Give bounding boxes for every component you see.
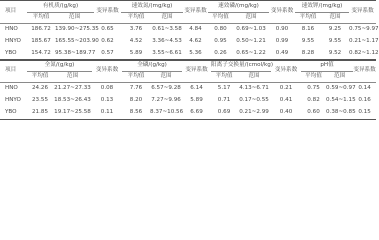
subheader-range: 范围: [248, 73, 260, 80]
table-cell: 0.17~0.55: [239, 97, 269, 104]
table-cell: 3.36~4.53: [152, 38, 182, 45]
stat-header: 变异系数: [94, 1, 121, 24]
table-cell: 0.69~1.03: [233, 24, 269, 37]
group-header: 速效磷/(mg/kg): [208, 1, 269, 13]
table-cell: 9.55: [301, 38, 315, 45]
subheader-mean: 平均值: [127, 73, 145, 80]
table-cell: 0.50~1.21: [236, 38, 266, 45]
table-cell: 0.26: [208, 48, 233, 61]
table-cell: 0.61~3.58: [151, 24, 183, 37]
table-cell: 7.76: [122, 83, 150, 96]
table-cell: 0.08: [92, 83, 122, 96]
table-cell: 165.55~203.90: [55, 38, 99, 45]
table-cell: 3.76: [121, 24, 151, 37]
table-row: [0, 107, 376, 120]
table-cell: 0.11: [92, 107, 122, 120]
table-cell: 0.71: [217, 97, 231, 104]
table-cell: 0.49: [269, 48, 295, 61]
subheader-range: 范围: [68, 14, 81, 21]
table-cell: 0.69: [211, 107, 237, 120]
table-cell: 8.20: [129, 97, 143, 104]
group-header: 有机质/(g/kg): [27, 1, 94, 13]
table-cell: 0.38~0.85: [326, 107, 353, 120]
table-cell: 8.28: [295, 48, 321, 61]
subheader-range: 范围: [329, 14, 341, 21]
table-cell: 9.55: [328, 38, 342, 45]
table-cell: 0.57: [94, 48, 121, 61]
subheader-mean: 平均值: [305, 73, 322, 80]
table-cell: 4.52: [129, 38, 143, 45]
row-label: HNO: [0, 24, 27, 37]
subheader-mean: 平均值: [215, 73, 233, 80]
table-cell: 0.62: [101, 38, 114, 45]
table-cell: 0.82~1.12: [349, 48, 376, 61]
table-cell: 0.80: [208, 24, 233, 37]
table-row: [0, 24, 376, 37]
table-cell: 19.17~25.58: [53, 107, 92, 120]
data-table-figure: [0, 0, 379, 118]
stat-header: 变异系数: [349, 1, 376, 24]
stat-header: 变异系数: [271, 60, 301, 83]
table-cell: 5.36: [183, 48, 208, 61]
subheader-range: 范围: [161, 14, 173, 21]
table-row: [0, 36, 376, 48]
group-header: 速效氮/(mg/kg): [121, 1, 183, 13]
table-cell: 3.55~6.61: [151, 48, 183, 61]
table-cell: 8.37~10.56: [150, 107, 182, 120]
table-cell: 0.14: [353, 83, 376, 96]
table-cell: 6.69: [182, 107, 211, 120]
subheader-range: 范围: [245, 14, 257, 21]
table-cell: 0.21: [271, 83, 301, 96]
table-cell: 23.55: [31, 97, 48, 104]
group-header: 全磷/(g/kg): [122, 60, 182, 72]
table-cell: 0.60: [301, 107, 326, 120]
subheader-range: 范围: [333, 73, 346, 80]
table-cell: 5.17: [211, 83, 237, 96]
table-cell: 4.84: [183, 24, 208, 37]
stat-header: 变异系数: [269, 1, 295, 24]
table-cell: 9.25: [321, 24, 349, 37]
row-label: YBO: [0, 107, 27, 120]
table-cell: 154.72: [27, 48, 55, 61]
table-cell: 6.57~9.28: [150, 83, 182, 96]
stat-header: 变异系数: [183, 1, 208, 24]
table-cell: 8.56: [122, 107, 150, 120]
table-cell: 0.21~1.17: [349, 38, 379, 45]
table-cell: 0.90: [269, 24, 295, 37]
table-cell: 0.99: [275, 38, 289, 45]
stat-header: 变异系数: [92, 60, 122, 83]
group-header: 速效钾/(mg/kg): [295, 1, 349, 13]
table-row: [0, 83, 376, 96]
row-label: HNO: [0, 83, 27, 96]
table-row: [0, 95, 376, 107]
table-cell: 0.75: [301, 83, 326, 96]
table-cell: 0.41: [279, 97, 293, 104]
subheader-mean: 平均值: [32, 14, 50, 21]
table-cell: 0.59~0.97: [326, 83, 353, 96]
table-cell: 139.90~275.35: [55, 24, 94, 37]
table-cell: 0.54~1.15: [326, 97, 356, 104]
table-cell: 95.38~189.77: [55, 48, 94, 61]
table-cell: 0.95: [214, 38, 227, 45]
table-cell: 4.13~6.71: [237, 83, 271, 96]
table-cell: 0.15: [353, 107, 376, 120]
subheader-range: 范围: [66, 73, 79, 80]
table-cell: 7.27~9.96: [151, 97, 181, 104]
stat-header: 变异系数: [353, 60, 376, 83]
table-cell: 0.65~1.22: [233, 48, 269, 61]
group-header: pH值: [301, 60, 353, 72]
row-label: HNYO: [5, 97, 21, 104]
table-header-row: [0, 60, 376, 72]
corner-label: 项目: [0, 1, 27, 24]
table-cell: 24.26: [27, 83, 53, 96]
corner-label: 项目: [0, 60, 27, 83]
subheader-mean: 平均值: [31, 73, 49, 80]
row-label: HNYO: [5, 38, 21, 45]
table-cell: 0.13: [100, 97, 114, 104]
group-header: 全氮/(g/kg): [27, 60, 92, 72]
table-cell: 6.14: [182, 83, 211, 96]
table-cell: 18.53~26.43: [54, 97, 91, 104]
table-cell: 186.72: [27, 24, 55, 37]
table-cell: 0.21~2.99: [237, 107, 271, 120]
soil-stats-table-bottom: [0, 59, 376, 120]
table-cell: 4.62: [189, 38, 202, 45]
table-cell: 8.16: [295, 24, 321, 37]
table-cell: 0.82: [307, 97, 320, 104]
table-cell: 5.89: [190, 97, 203, 104]
subheader-mean: 平均值: [299, 14, 317, 21]
stat-header: 变异系数: [182, 60, 211, 83]
table-cell: 9.52: [321, 48, 349, 61]
row-label: YBO: [0, 48, 27, 61]
table-cell: 21.85: [27, 107, 53, 120]
soil-stats-table-top: [0, 0, 379, 61]
table-cell: 0.16: [358, 97, 371, 104]
table-cell: 21.27~27.33: [53, 83, 92, 96]
group-header: 阳离子交换量/(cmol/kg): [211, 60, 271, 72]
subheader-mean: 平均值: [212, 14, 229, 21]
table-cell: 0.40: [271, 107, 301, 120]
table-cell: 0.75~9.97: [349, 24, 376, 37]
table-cell: 185.67: [31, 38, 51, 45]
table-cell: 5.89: [121, 48, 151, 61]
table-cell: 0.65: [94, 24, 121, 37]
table-header-row: [0, 1, 376, 13]
subheader-mean: 平均值: [127, 14, 145, 21]
subheader-range: 范围: [160, 73, 172, 80]
